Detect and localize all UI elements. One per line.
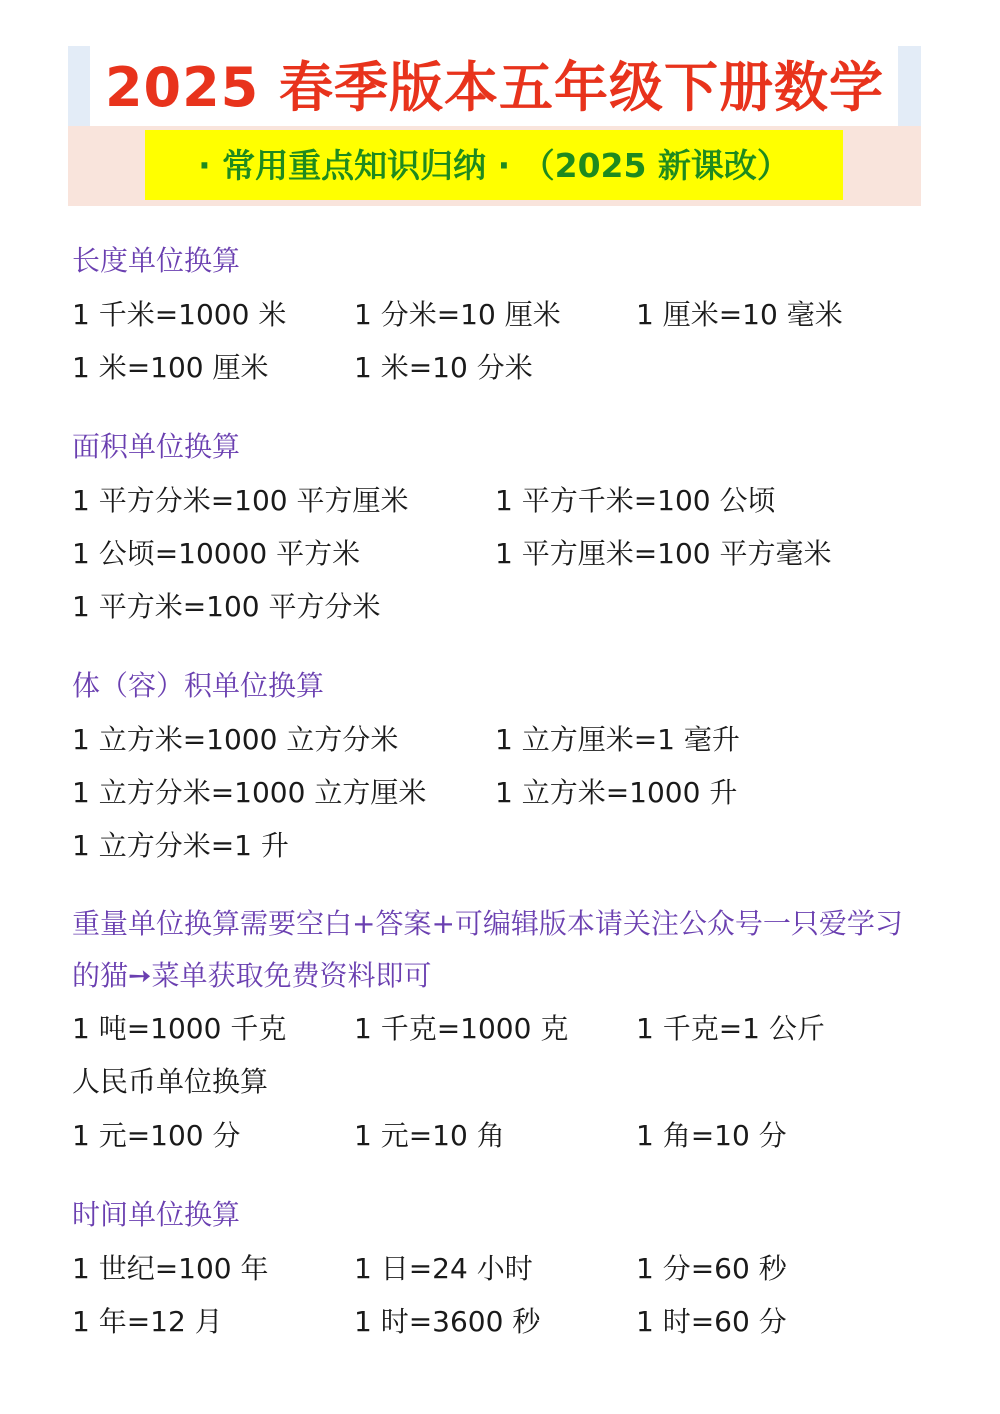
section-title-weight: 重量单位换算需要空白+答案+可编辑版本请关注公众号一只爱学习的猫➙菜单获取免费资料即可 [72, 907, 903, 992]
section-title-time: 时间单位换算 [72, 1198, 241, 1231]
conversion-item: 1 平方厘米=100 平方毫米 [495, 537, 832, 570]
volume-row-3 [72, 819, 932, 872]
length-row-2 [72, 341, 932, 394]
conversion-item: 1 分米=10 厘米 [354, 298, 561, 331]
section-title-money: 人民币单位换算 [72, 1065, 269, 1098]
area-row-2 [72, 527, 932, 580]
conversion-item: 1 立方分米=1 升 [72, 829, 289, 862]
conversion-item: 1 时=60 分 [636, 1305, 787, 1338]
conversion-item: 1 分=60 秒 [636, 1252, 787, 1285]
conversion-item: 1 立方米=1000 升 [495, 776, 738, 809]
conversion-item: 1 立方厘米=1 毫升 [495, 723, 740, 756]
conversion-item: 1 立方分米=1000 立方厘米 [72, 776, 427, 809]
conversion-item: 1 千米=1000 米 [72, 298, 287, 331]
conversion-item: 1 世纪=100 年 [72, 1252, 269, 1285]
header [68, 46, 921, 206]
volume-row-2 [72, 766, 932, 819]
conversion-item: 1 米=10 分米 [354, 351, 533, 384]
page-subtitle: · 常用重点知识归纳 · （2025 新课改） [145, 130, 843, 200]
section-title-area: 面积单位换算 [72, 430, 241, 463]
page-title: 2025 春季版本五年级下册数学 [104, 56, 885, 119]
conversion-item: 1 元=10 角 [354, 1119, 505, 1152]
conversion-item: 1 米=100 厘米 [72, 351, 269, 384]
content [72, 234, 932, 1348]
conversion-item: 1 平方千米=100 公顷 [495, 484, 776, 517]
conversion-item: 1 元=100 分 [72, 1119, 241, 1152]
conversion-item: 1 平方米=100 平方分米 [72, 590, 381, 623]
length-row-1 [72, 288, 932, 341]
time-row-2 [72, 1295, 932, 1348]
conversion-item: 1 年=12 月 [72, 1305, 223, 1338]
weight-row-1 [72, 1002, 932, 1055]
time-row-1 [72, 1242, 932, 1295]
money-row-1 [72, 1109, 932, 1162]
area-row-3 [72, 580, 932, 633]
section-title-length: 长度单位换算 [72, 244, 241, 277]
conversion-item: 1 厘米=10 毫米 [636, 298, 843, 331]
conversion-item: 1 公顷=10000 平方米 [72, 537, 361, 570]
conversion-item: 1 角=10 分 [636, 1119, 787, 1152]
volume-row-1 [72, 713, 932, 766]
conversion-item: 1 千克=1000 克 [354, 1012, 569, 1045]
area-row-1 [72, 474, 932, 527]
conversion-item: 1 吨=1000 千克 [72, 1012, 287, 1045]
conversion-item: 1 平方分米=100 平方厘米 [72, 484, 409, 517]
conversion-item: 1 千克=1 公斤 [636, 1012, 825, 1045]
conversion-item: 1 立方米=1000 立方分米 [72, 723, 399, 756]
section-title-volume: 体（容）积单位换算 [72, 669, 325, 702]
conversion-item: 1 日=24 小时 [354, 1252, 533, 1285]
conversion-item: 1 时=3600 秒 [354, 1305, 541, 1338]
